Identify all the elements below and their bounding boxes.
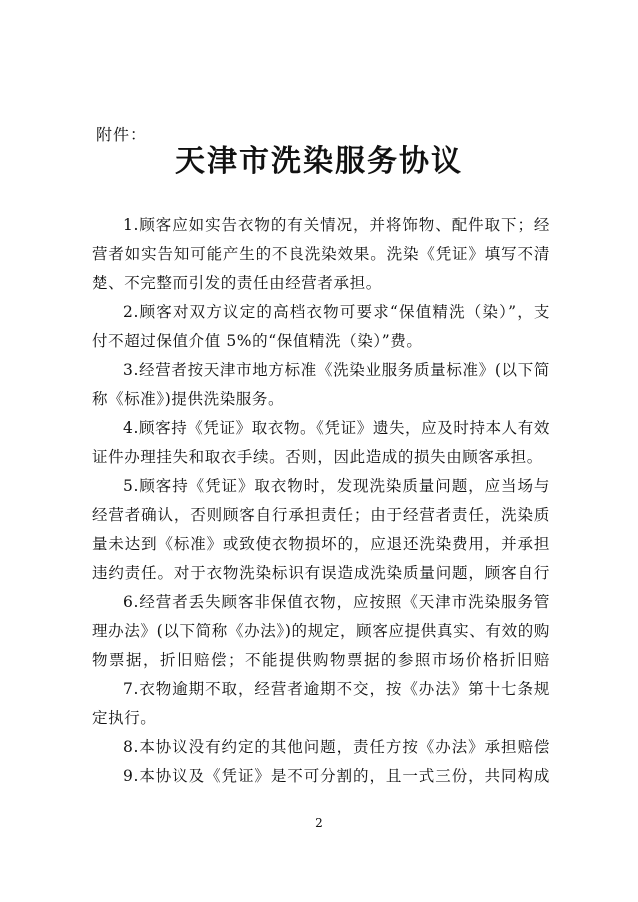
clause-5: 5.顾客持《凭证》取衣物时，发现洗染质量问题，应当场与经营者确认，否则顾客自行承担责任；由于经营者责任，洗染质量未达到《标准》或致使衣物损坏的，应退还洗染费用，并承担违约责任。对于衣物洗染标识有误造成洗染质量问题，顾客自行 <box>92 477 550 582</box>
page-number: 2 <box>315 816 323 830</box>
clause-3: 3.经营者按天津市地方标准《洗染业服务质量标准》(以下简称《标准》)提供洗染服务。 <box>92 361 550 408</box>
clause-8: 8.本协议没有约定的其他问题，责任方按《办法》承担赔偿 <box>123 738 550 756</box>
clause-2: 2.顾客对双方议定的高档衣物可要求“保值精洗（染）”，支付不超过保值介值 5%的“保值精洗（染）”费。 <box>92 303 550 350</box>
document-title: 天津市洗染服务协议 <box>175 144 463 179</box>
attachment-label: 附件： <box>96 125 148 144</box>
clause-1: 1.顾客应如实告衣物的有关情况，并将饰物、配件取下；经营者如实告知可能产生的不良洗染效果。洗染《凭证》填写不清楚、不完整而引发的责任由经营者承担。 <box>92 216 550 292</box>
agreement-body <box>92 211 550 791</box>
clause-6: 6.经营者丢失顾客非保值衣物，应按照《天津市洗染服务管理办法》(以下简称《办法》)的规定，顾客应提供真实、有效的购物票据，折旧赔偿；不能提供购物票据的参照市场价格折旧赔 <box>92 593 550 669</box>
clause-7: 7.衣物逾期不取，经营者逾期不交，按《办法》第十七条规定执行。 <box>92 680 550 727</box>
clause-9: 9.本协议及《凭证》是不可分割的，且一式三份，共同构成 <box>123 767 550 785</box>
clause-4: 4.顾客持《凭证》取衣物。《凭证》遗失，应及时持本人有效证件办理挂失和取衣手续。否则，因此造成的损失由顾客承担。 <box>92 419 550 466</box>
